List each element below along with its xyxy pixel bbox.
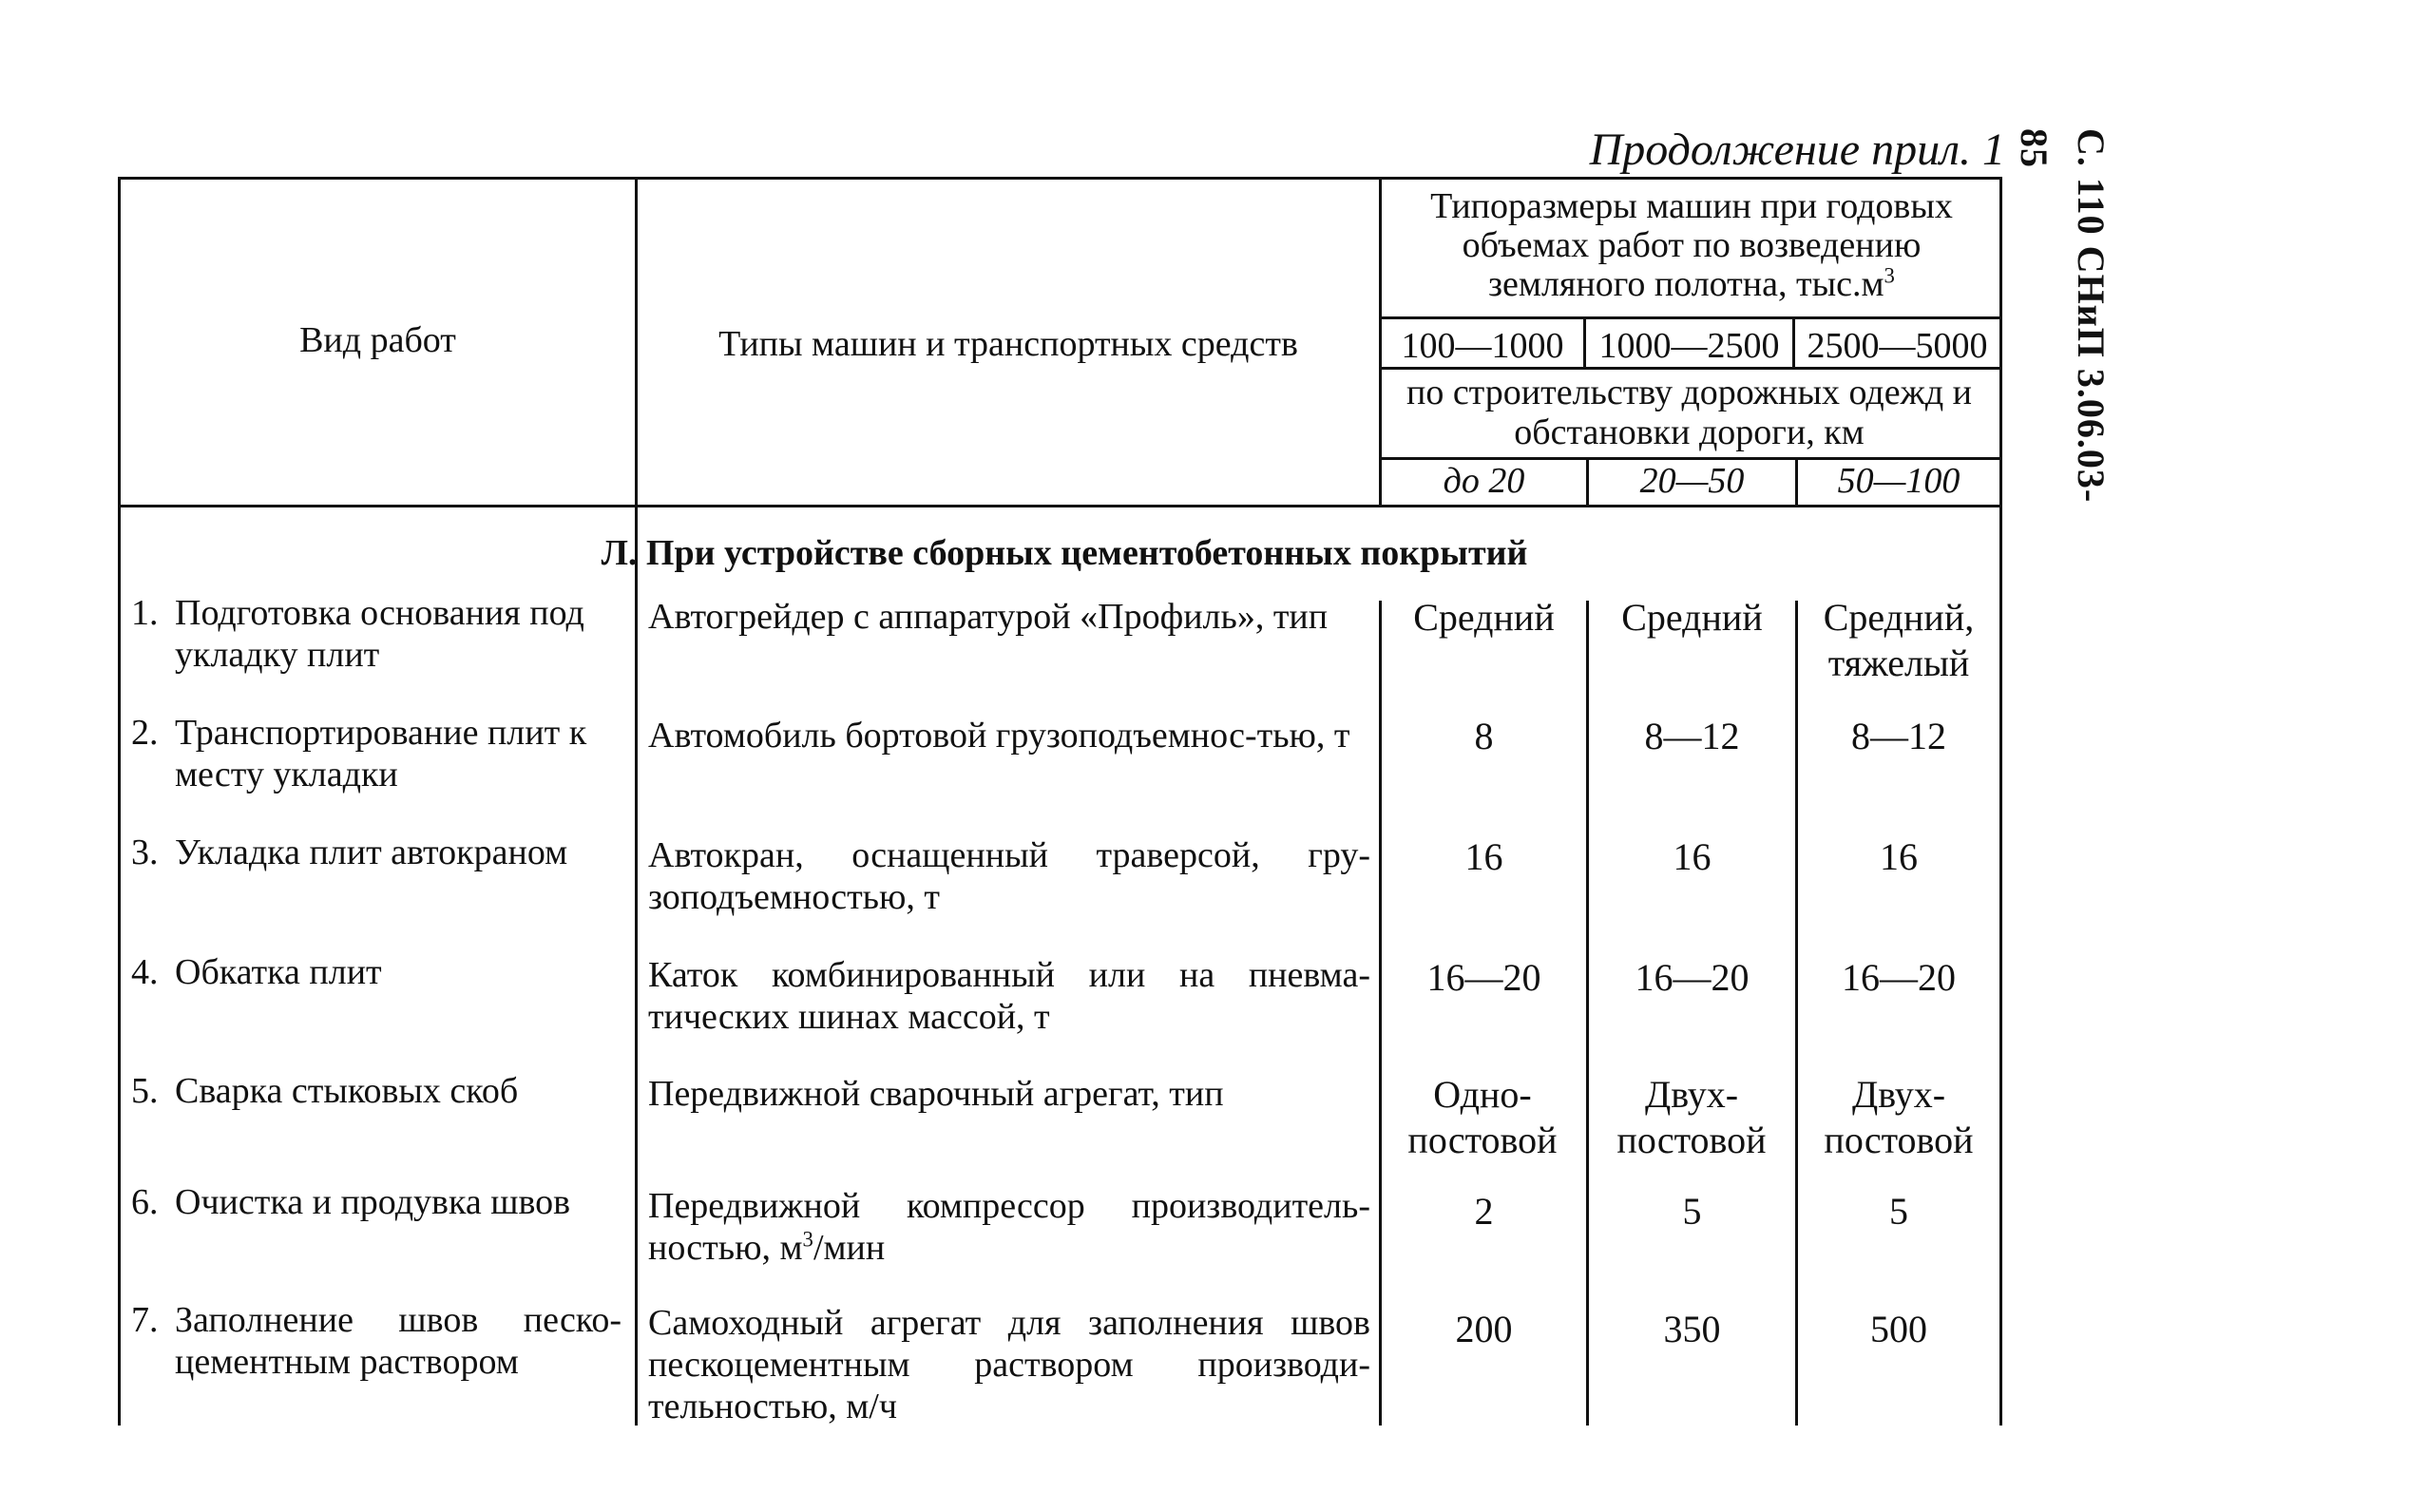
row-2-work: Транспортирование плит к месту укладки [175, 713, 587, 794]
table-top-border [119, 177, 2002, 180]
row-5-machine: Передвижной сварочный агрегат, тип [648, 1074, 1224, 1114]
row-6-value-2: 5 [1682, 1190, 1702, 1233]
table-left-border [118, 177, 121, 1426]
row-2-value-1: 8 [1474, 715, 1494, 757]
range-1000-2500: 1000—2500 [1598, 326, 1780, 366]
continuation-label: Продолжение прил. 1 [1589, 124, 2005, 175]
range-100-1000: 100—1000 [1401, 326, 1564, 366]
range-2500-5000: 2500—5000 [1807, 326, 1988, 366]
row-7-value-1: 200 [1455, 1308, 1513, 1350]
row-3-number: 3. [131, 833, 159, 872]
row-5-value-1: Одно-постовой [1407, 1073, 1558, 1161]
range-50-100: 50—100 [1837, 461, 1960, 501]
row-1-value-3: Средний, тяжелый [1823, 596, 1975, 684]
row-4-value-2: 16—20 [1635, 956, 1750, 999]
range-20-50: 20—50 [1639, 461, 1745, 501]
header-group1-label: Типоразмеры машин при годовых объемах работ по возведению земляного полотна, $тыс.м^3$ [1430, 186, 1953, 304]
row-7-work: Заполнение швов песко-цементным раствором [175, 1300, 622, 1382]
row-1-value-1: Средний [1413, 596, 1555, 639]
row-1-number: 1. [131, 593, 159, 633]
row-3-machine: Автокран, оснащенный траверсой, гру-зоподъемностью, т [648, 835, 1370, 917]
row-4-value-1: 16—20 [1426, 956, 1541, 999]
row-1-value-2: Средний [1621, 596, 1763, 639]
header-bottom-border [119, 505, 2002, 507]
row-5-value-2: Двух-постовой [1616, 1073, 1767, 1161]
group1-ranges-bottom [1379, 367, 2001, 370]
row-6-work: Очистка и продувка швов [175, 1182, 571, 1222]
row-7-number: 7. [131, 1300, 159, 1340]
row-2-number: 2. [131, 713, 159, 753]
row-5-number: 5. [131, 1071, 159, 1111]
range-upto-20: до 20 [1443, 461, 1525, 501]
row-2-value-2: 8—12 [1644, 715, 1740, 757]
row-1-work: Подготовка основания под укладку плит [175, 593, 584, 675]
section-title: Л. При устройстве сборных цементобетонных покрытий [601, 533, 1528, 573]
header-work-type: Вид работ [299, 320, 456, 360]
row-4-machine: Каток комбинированный или на пневма-тических шинах массой, т [648, 955, 1370, 1037]
row-6-value-1: 2 [1474, 1190, 1494, 1233]
page-code-vertical: С. 110 СНиП 3.06.03-85 [2013, 128, 2113, 504]
row-7-machine: Самоходный агрегат для заполнения швов пескоцементным раствором производи-тельностью, м/ч [648, 1303, 1370, 1426]
row-1-machine: Автогрейдер с аппаратурой «Профиль», тип [648, 597, 1329, 637]
row-7-value-3: 500 [1870, 1308, 1927, 1350]
row-5-value-3: Двух-постовой [1824, 1073, 1974, 1161]
row-2-machine: Автомобиль бортовой грузоподъемнос-тью, т [648, 716, 1350, 756]
row-3-work: Укладка плит автокраном [175, 833, 568, 872]
row-7-value-2: 350 [1663, 1308, 1721, 1350]
row-4-work: Обкатка плит [175, 952, 382, 992]
row-2-value-3: 8—12 [1851, 715, 1946, 757]
row-3-value-3: 16 [1880, 835, 1918, 878]
row-4-value-3: 16—20 [1842, 956, 1956, 999]
row-6-number: 6. [131, 1182, 159, 1222]
row-6-value-3: 5 [1889, 1190, 1908, 1233]
row-6-machine: Передвижной компрессор производитель-ностью, $м^3$/мин [648, 1186, 1370, 1268]
row-5-work: Сварка стыковых скоб [175, 1071, 519, 1111]
group1-label-bottom [1379, 316, 2001, 319]
row-4-number: 4. [131, 952, 159, 992]
table-right-border [1999, 177, 2002, 1426]
header-machine-types: Типы машин и транспортных средств [718, 324, 1298, 364]
row-3-value-1: 16 [1464, 835, 1503, 878]
header-group2-label: по строительству дорожных одежд и обстановки дороги, км [1406, 373, 1973, 452]
row-3-value-2: 16 [1673, 835, 1712, 878]
